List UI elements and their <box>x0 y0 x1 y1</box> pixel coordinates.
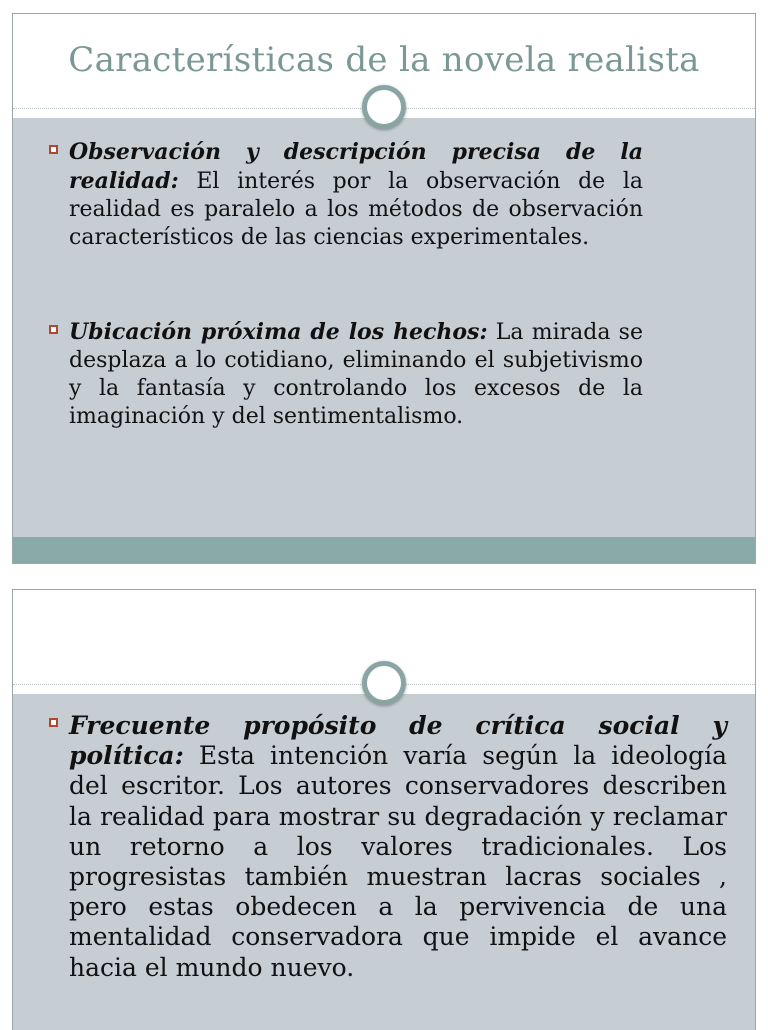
bullet-lead: Observación y descripción precisa de la realidad: <box>69 139 643 194</box>
bullet-item <box>69 711 727 983</box>
bullet-lead: Ubicación próxima de los hechos: <box>69 319 488 345</box>
bullet-text: La mirada se desplaza a lo cotidiano, eliminando el subjetivismo y la fantasía y controlando los excesos de la imaginación y del sentimentalismo. <box>69 320 643 429</box>
footer-bar <box>13 537 755 563</box>
bullet-item <box>69 318 643 431</box>
bullet-text: Esta intención varía según la ideología del escritor. Los autores conservadores describen la realidad para mostrar su degradación y reclamar un retorno a los valores tradicionales. Los progresistas también muestran lacras sociales , pero estas obedecen a la pervivencia de una mentalidad conservadora que impide el avance hacia el mundo nuevo. <box>69 741 727 982</box>
slide-2 <box>12 589 756 1030</box>
ring-divider-icon <box>362 85 406 129</box>
bullet-item <box>69 138 643 252</box>
slide-1 <box>12 13 756 564</box>
slide-title: Características de la novela realista <box>68 40 700 80</box>
ring-divider-icon <box>362 661 406 705</box>
bullet-lead: Frecuente propósito de crítica social y política: <box>69 711 727 771</box>
hollow-square-bullet-icon <box>49 718 58 727</box>
bullet-text: El interés por la observación de la realidad es paralelo a los métodos de observación característicos de las ciencias experimentales. <box>69 169 643 250</box>
hollow-square-bullet-icon <box>49 145 58 154</box>
hollow-square-bullet-icon <box>49 325 58 334</box>
